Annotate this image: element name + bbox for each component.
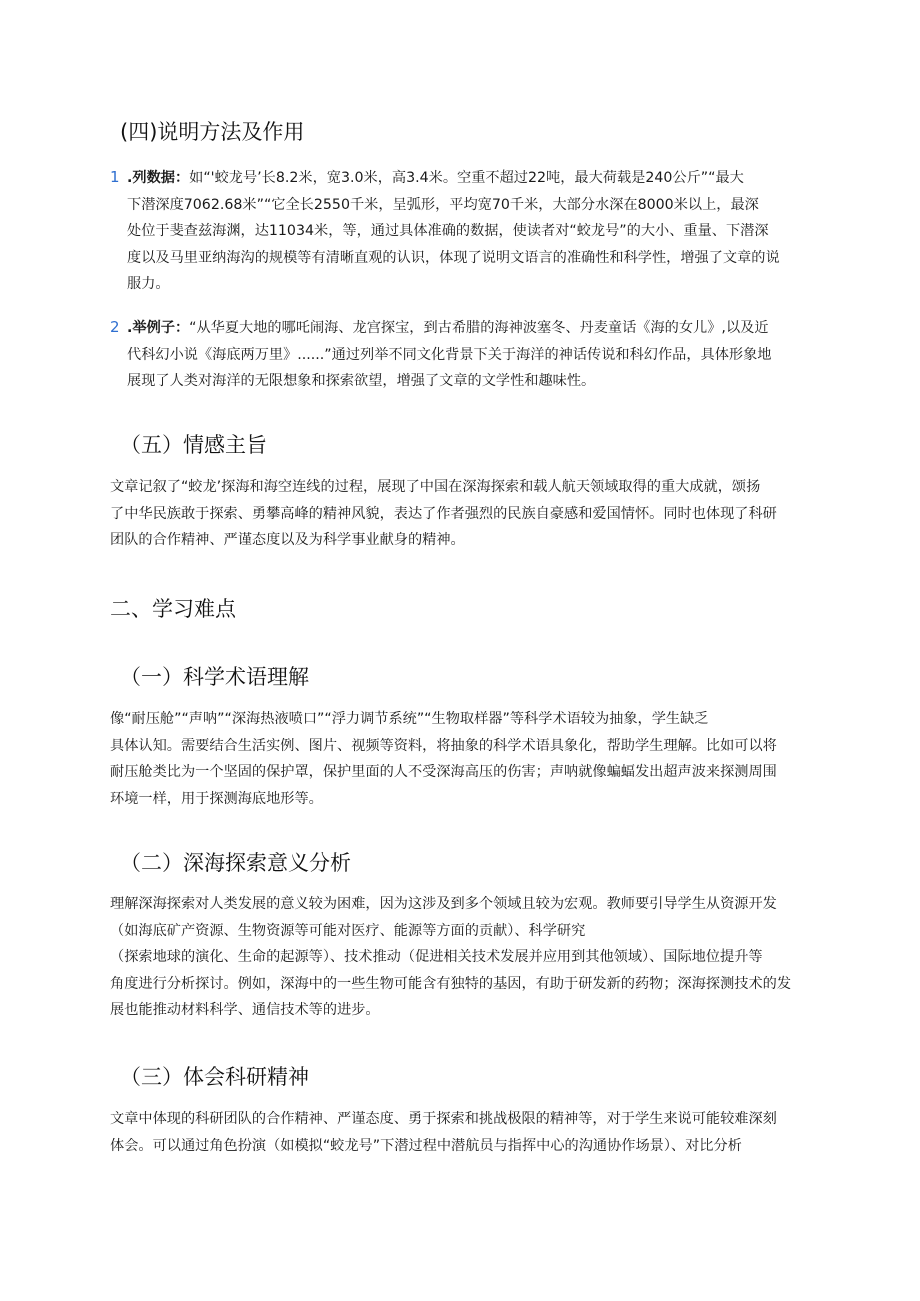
list-line: 如“'蛟龙号’长8.2米，宽3.0米，高3.4米。空重不超过22吨，最大荷载是240公斤”“最大 [189,170,744,186]
list-item-examples [127,315,810,395]
section-heading-significance: （二）深海探索意义分析 [120,851,351,875]
paragraph-line: 环境一样，用于探测海底地形等。 [110,790,323,807]
paragraph-spirit [110,1106,810,1159]
list-line: 处位于斐查兹海渊，达11034米，等，通过具体准确的数据，使读者对“蛟龙号”的大小、重量、下潜深 [127,223,769,240]
list-line: 度以及马里亚纳海沟的规模等有清晰直观的认识，体现了说明文语言的准确性和科学性，增强了文章的说 [127,249,780,266]
paragraph-line: 团队的合作精神、严谨态度以及为科学事业献身的精神。 [110,532,465,549]
list-item-data [127,165,810,298]
paragraph-line: 文章记叙了“蛟龙’探海和海空连线的过程，展现了中国在深海探索和载人航天领域取得的重大成就，颂扬 [110,479,761,495]
chapter-heading-difficulties: 二、学习难点 [110,597,236,621]
list-number-2: 2 [110,318,120,336]
paragraph-line: （如海底矿产资源、生物资源等可能对医疗、能源等方面的贡献）、科学研究 [110,922,586,939]
paragraph-line: 耐压舱类比为一个坚固的保护罩，保护里面的人不受深海高压的伤害；声呐就像蝙蝠发出超声波来探测周围 [110,764,777,781]
paragraph-theme [110,474,810,554]
paragraph-line: 理解深海探索对人类发展的意义较为困难，因为这涉及到多个领域且较为宏观。教师要引导学生从资源开发 [110,896,777,912]
paragraph-line: 了中华民族敢于探索、勇攀高峰的精神风貌，表达了作者强烈的民族自豪感和爱国情怀。同时也体现了科研 [110,505,777,522]
section-heading-terms: （一）科学术语理解 [120,665,309,689]
paragraph-line: 具体认知。需要结合生活实例、图片、视频等资料，将抽象的科学术语具象化，帮助学生理解。比如可以将 [110,737,777,754]
paragraph-significance [110,891,810,1024]
list-number-1: 1 [110,168,120,186]
paragraph-line: 角度进行分析探讨。例如，深海中的一些生物可能含有独特的基因，有助于研发新的药物；深海探测技术的发 [110,975,792,992]
section-heading-spirit: （三）体会科研精神 [120,1065,309,1089]
list-line: “从华夏大地的哪吒闹海、龙宫探宝，到古希腊的海神波塞冬、丹麦童话《海的女儿》,以及近 [189,320,769,336]
list-label-data: .列数据： [127,170,190,186]
section-heading-methods: (四)说明方法及作用 [120,120,305,144]
list-label-examples: .举例子： [127,320,190,336]
paragraph-line: （探索地球的演化、生命的起源等）、技术推动（促进相关技术发展并应用到其他领域）、国际地位提升等 [110,949,763,966]
paragraph-line: 像“耐压舱”“声呐”“深海热液喷口”“浮力调节系统”“生物取样器”等科学术语较为抽象，学生缺乏 [110,711,709,727]
paragraph-terms [110,706,810,812]
paragraph-line: 展也能推动材料科学、通信技术等的进步。 [110,1002,380,1019]
list-line: 服力。 [127,276,170,293]
list-line: 展现了人类对海洋的无限想象和探索欲望，增强了文章的文学性和趣味性。 [127,373,596,390]
list-line: 代科幻小说《海底两万里》......”通过列举不同文化背景下关于海洋的神话传说和科幻作品，具体形象地 [127,346,772,363]
paragraph-line: 文章中体现的科研团队的合作精神、严谨态度、勇于探索和挑战极限的精神等，对于学生来说可能较难深刻 [110,1111,777,1127]
list-line: 下潜深度7062.68米”“它全长2550千米，呈弧形，平均宽70千米，大部分水深在8000米以上，最深 [127,196,759,213]
paragraph-line: 体会。可以通过角色扮演（如模拟“蛟龙号”下潜过程中潜航员与指挥中心的沟通协作场景）、对比分析 [110,1137,742,1154]
section-heading-theme: （五）情感主旨 [120,433,267,457]
